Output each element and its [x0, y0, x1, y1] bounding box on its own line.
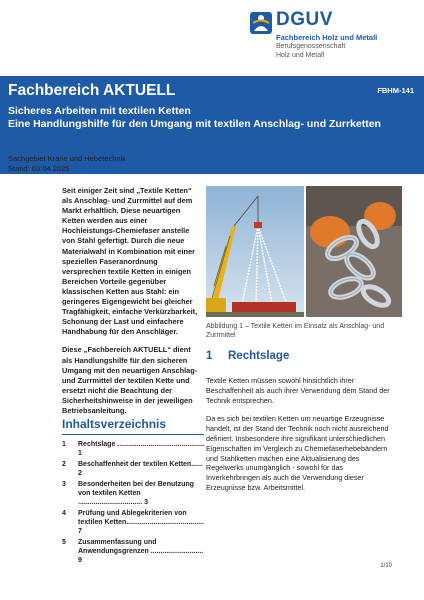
toc-divider [62, 434, 204, 435]
photo-crane-textile-chains [206, 186, 304, 317]
photo-hands-textile-chain [306, 186, 402, 317]
toc-item[interactable] [62, 440, 206, 458]
figure-caption: Abbildung 1 – Textile Ketten im Einsatz als Anschlag- und Zurrmittel [206, 323, 385, 339]
section-body [206, 376, 396, 502]
toc-item-number: 5 [62, 539, 66, 546]
banner-title: Fachbereich AKTUELL [8, 82, 176, 99]
document-code: FBHM-141 [377, 86, 414, 95]
logo-subtitle-2: Berufsgenossenschaft [276, 43, 346, 50]
toc-item-text: Besonderheiten bei der Benutzung von textilen Ketten ................................. 3 [78, 481, 194, 506]
toc-item[interactable] [62, 480, 206, 507]
section-paragraph-2: Da es sich bei textilen Ketten um neuartige Erzeugnisse handelt, ist der Stand der Technik noch nicht ausreichend definiert. Insbesondere ihre signifikant unterschiedlichen Eigenschaften im Vergleich zu Chemiefaserhebebändern und Stahlketten machen eine Aktualisierung des Regelwerks unumgänglich - sowohl für das Inverkehrbringen als auch die Verwendung dieser Erzeugnisse bzw. Arbeitsmittel. [206, 414, 389, 492]
intro-text [62, 186, 202, 424]
intro-paragraph-1: Seit einiger Zeit sind „Textile Ketten“ als Anschlag- und Zurrmittel auf dem Markt erhältlich. Diese neuartigen Ketten werden aus einer Hochleistungs-Chemiefaser anstelle von Stahl gefertigt. Durch die neue Materialwahl in Kombination mit einer speziellen Faseranordnung versprechen textile Ketten in einigen Bereichen Vorteile gegenüber klassischen Ketten aus Stahl: ein geringeres Eigengewicht bei gleicher Tragfähigkeit, einfache Verkürzbarkeit, Schonung der Last und einfachere Handhabung für den Anschläger. [62, 186, 198, 337]
toc-item-text: Prüfung und Ablegekriterien von textilen Ketten........................................ 7 [78, 510, 205, 535]
document-heading [8, 105, 408, 131]
heading-line-2: Eine Handlungshilfe für den Umgang mit textilen Anschlag- und Zurrketten [8, 118, 381, 130]
heading-line-1: Sicheres Arbeiten mit textilen Ketten [8, 105, 191, 117]
dguv-person-icon [250, 12, 272, 34]
dguv-logo [250, 6, 420, 68]
intro-paragraph-2: Diese „Fachbereich AKTUELL“ dient als Handlungshilfe für den sicheren Umgang mit den neuartigen Anschlag- und Zurrmittel der textilen Kette und ersetzt nicht die Beachtung der Sicherheitshinweise in der jeweiligen Betriebsanleitung. [62, 345, 198, 415]
section-heading [206, 350, 289, 362]
page-number: 1/10 [380, 563, 392, 569]
toc-title: Inhaltsverzeichnis [62, 417, 167, 431]
toc-item-text: Rechtslage ............................................. 1 [78, 441, 205, 457]
toc-item[interactable] [62, 538, 206, 565]
section-title: Rechtslage [228, 350, 290, 362]
toc-item-number: 2 [62, 461, 66, 468]
logo-subtitle: Fachbereich Holz und Metall [276, 33, 378, 42]
stand-date: Stand: 03.04.2025 [8, 164, 70, 173]
logo-name: DGUV [276, 9, 333, 30]
document-meta [8, 154, 126, 174]
section-number: 1 [206, 350, 213, 362]
toc-item-number: 1 [62, 441, 66, 448]
table-of-contents [62, 440, 206, 567]
logo-subtitle-3: Holz und Metall [276, 52, 325, 59]
toc-item-text: Beschaffenheit der textilen Ketten...... 2 [78, 461, 203, 477]
toc-item-number: 3 [62, 481, 66, 488]
toc-item[interactable] [62, 460, 206, 478]
section-paragraph-1: Textile Ketten müssen sowohl hinsichtlich ihrer Beschaffenheit als auch ihrer Verwendung dem Stand der Technik entsprechen. [206, 376, 390, 405]
toc-item[interactable] [62, 509, 206, 536]
toc-item-number: 4 [62, 510, 66, 517]
toc-item-text: Zusammenfassung und Anwendungsgrenzen ........................... 9 [78, 539, 204, 564]
sachgebiet: Sachgebiet Krane und Hebetechnik [8, 154, 127, 163]
